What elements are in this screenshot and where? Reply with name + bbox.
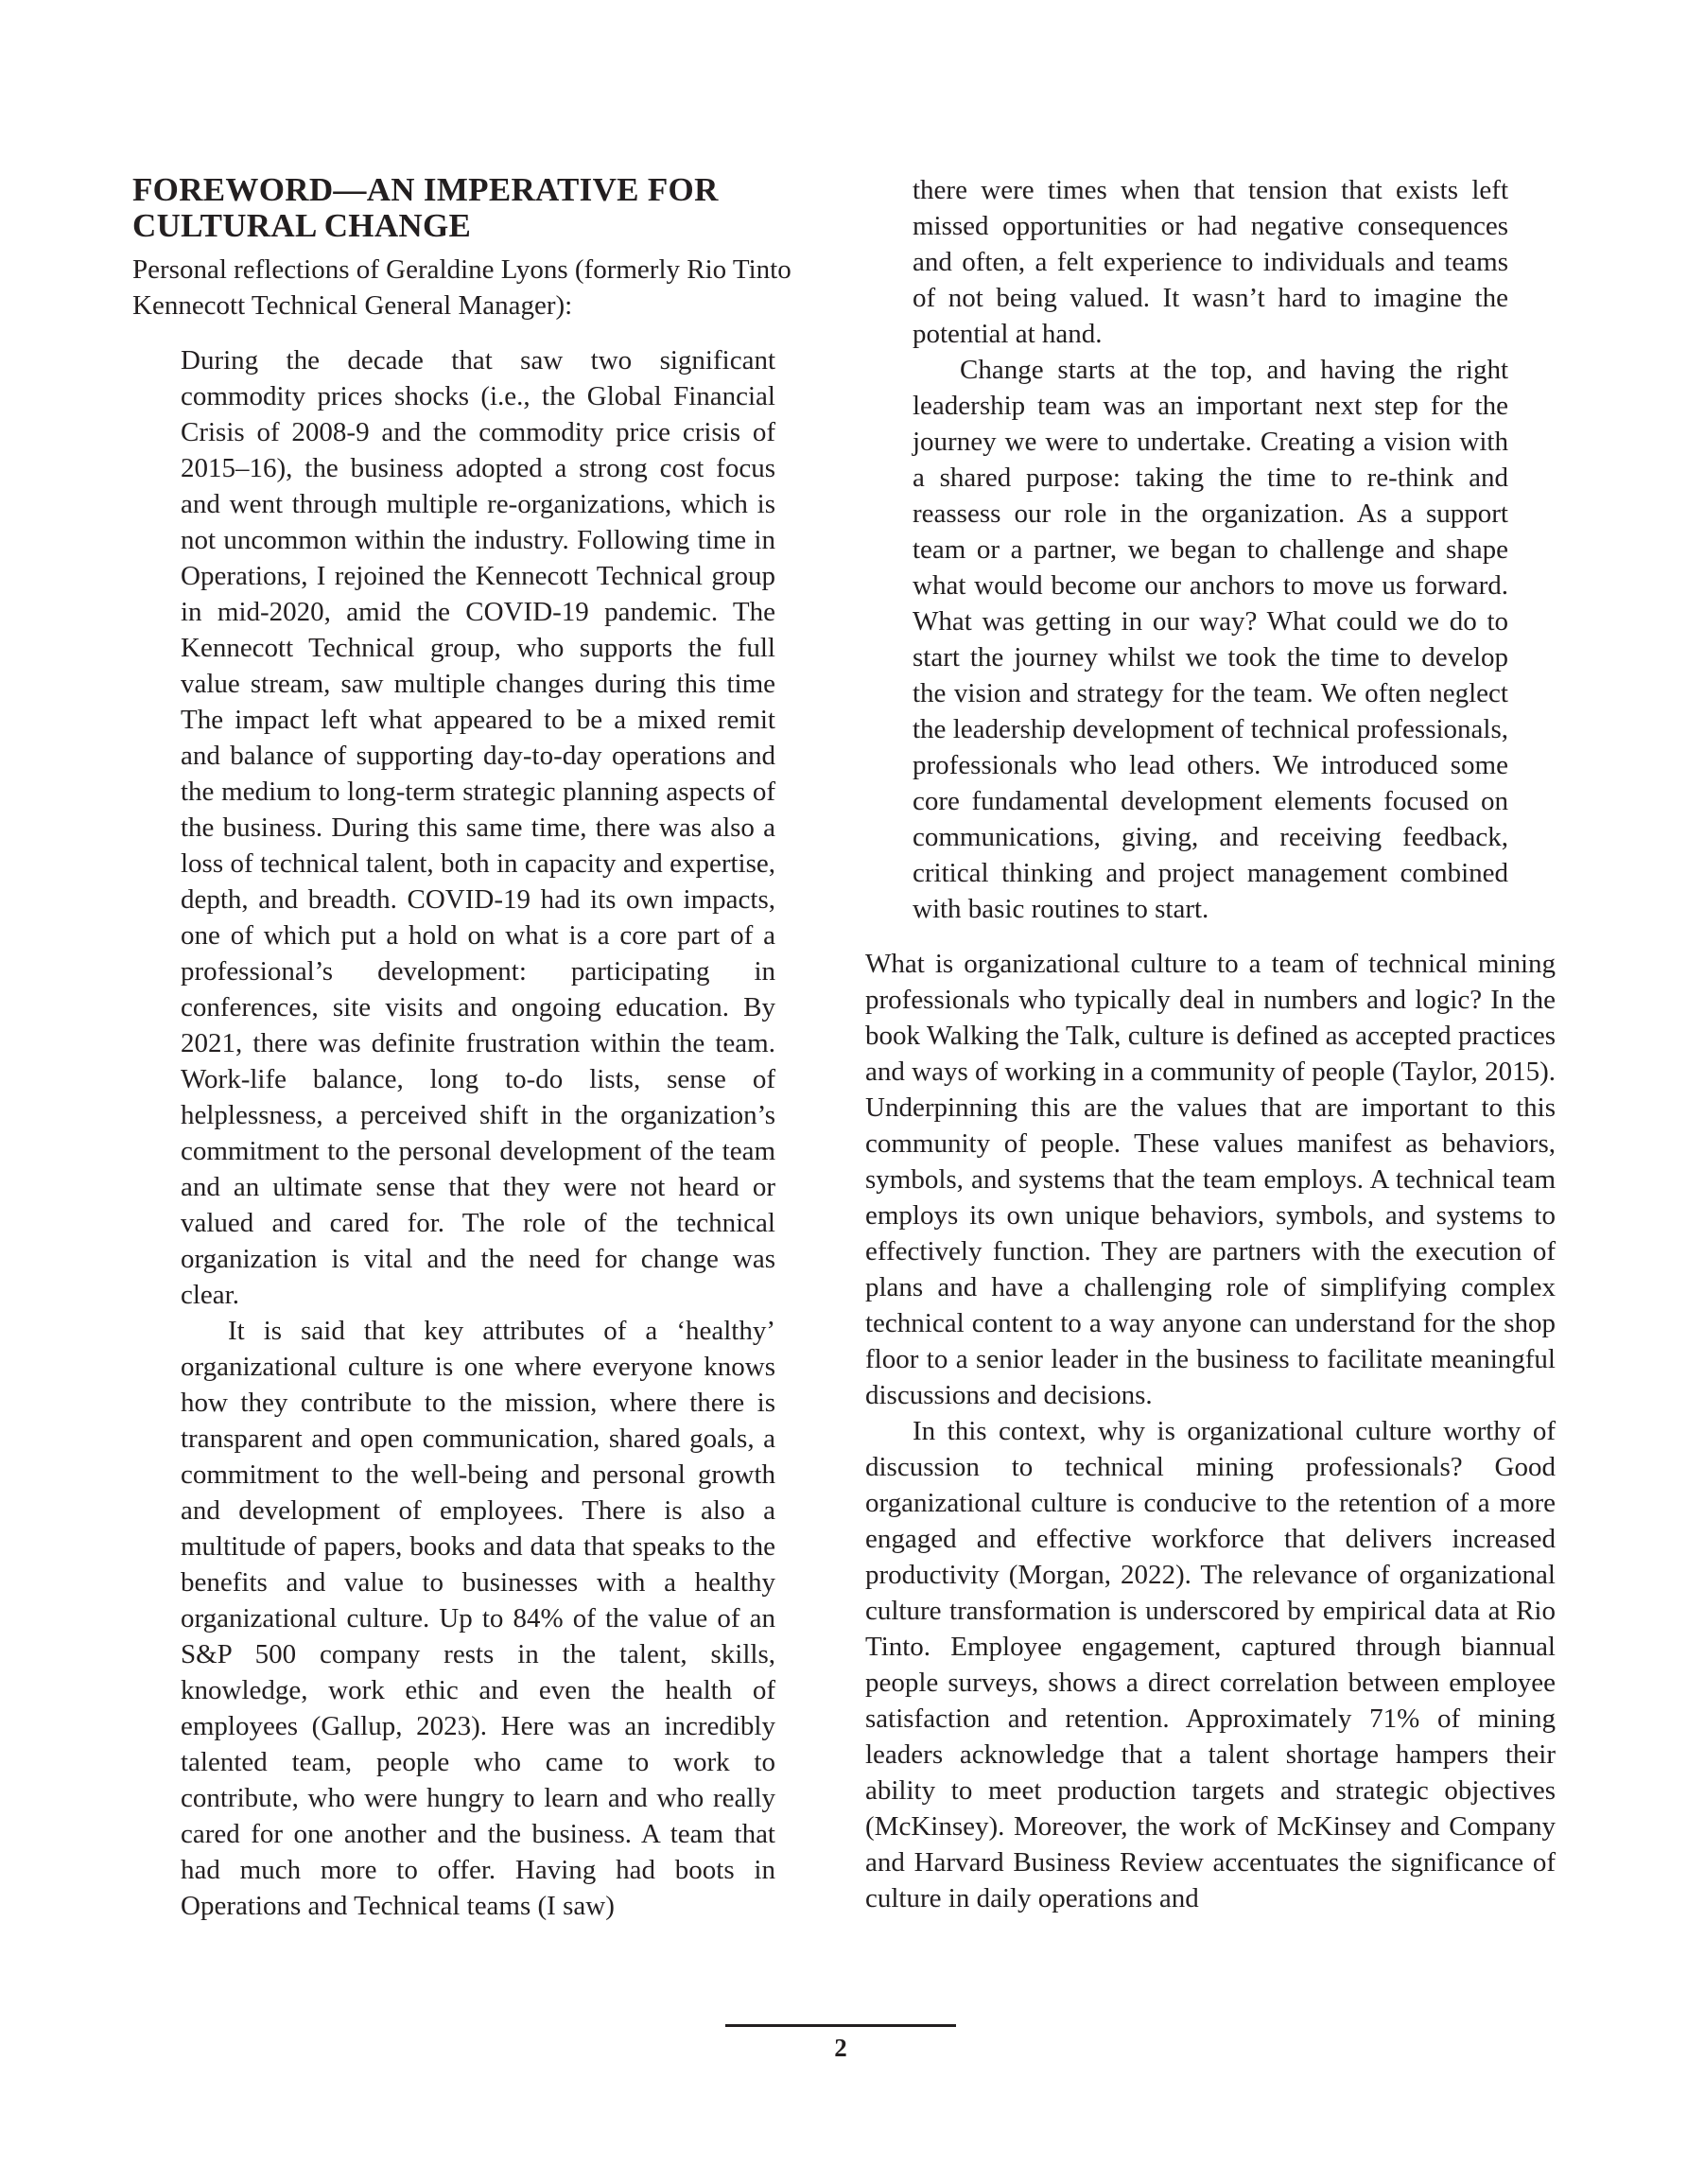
right-column bbox=[865, 172, 1556, 1916]
quote-paragraph-1: During the decade that saw two significant commodity prices shocks (i.e., the Global Financial Crisis of 2008-9 and the commodity price crisis of 2015–16), the business adopted a strong cost focus and went through multiple re-organizations, which is not uncommon within the industry. Following time in Operations, I rejoined the Kennecott Technical group in mid-2020, amid the COVID-19 pandemic. The Kennecott Technical group, who supports the full value stream, saw multiple changes during this time The impact left what appeared to be a mixed remit and balance of supporting day-to-day operations and the medium to long-term strategic planning aspects of the business. During this same time, there was also a loss of technical talent, both in capacity and expertise, depth, and breadth. COVID-19 had its own impacts, one of which put a hold on what is a core part of a professional’s development: participating in conferences, site visits and ongoing education. By 2021, there was definite frustration within the team. Work-life balance, long to-do lists, sense of helplessness, a perceived shift in the organization’s commitment to the personal development of the team and an ultimate sense that they were not heard or valued and cared for. The role of the technical organization is vital and the need for change was clear. bbox=[181, 345, 775, 1310]
left-column bbox=[132, 172, 823, 1924]
page-number: 2 bbox=[834, 2034, 847, 2062]
quote-paragraph-3: Change starts at the top, and having the right leadership team was an important next step for the journey we were to undertake. Creating a vision with a shared purpose: taking the time to re-think and reassess our role in the organization. As a support team or a partner, we began to challenge and shape what would become our anchors to move us forward. What was getting in our way? What could we do to start the journey whilst we took the time to develop the vision and strategy for the team. We often neglect the leadership development of technical professionals, professionals who lead others. We introduced some core fundamental development elements focused on communications, giving, and receiving feedback, critical thinking and project management combined with basic routines to start. bbox=[913, 355, 1508, 924]
footer-rule bbox=[725, 2024, 956, 2027]
body-paragraph-2: In this context, why is organizational culture worthy of discussion to technical mining professionals? Good organizational culture is conducive to the retention of a more engaged and effective workforce that delivers increased productivity (Morgan, 2022). The relevance of organizational culture transformation is underscored by empirical data at Rio Tinto. Employee engagement, captured through biannual people surveys, shows a direct correlation between employee satisfaction and retention. Approximately 71% of mining leaders acknowledge that a talent shortage hampers their ability to meet production targets and strategic objectives (McKinsey). Moreover, the work of McKinsey and Company and Harvard Business Review accentuates the significance of culture in daily operations and bbox=[865, 1416, 1556, 1913]
body-paragraph-1: What is organizational culture to a team of technical mining professionals who typically deal in numbers and logic? In the book Walking the Talk, culture is defined as accepted practices and ways of working in a community of people (Taylor, 2015). Underpinning this are the values that are important to this community of people. These values manifest as behaviors, symbols, and systems that the team employs. A technical team employs its own unique behaviors, symbols, and systems to effectively function. They are partners with the execution of plans and have a challenging role of simplifying complex technical content to a way anyone can understand for the shop floor to a senior leader in the business to facilitate meaningful discussions and decisions. bbox=[865, 949, 1556, 1410]
quote-paragraph-2: It is said that key attributes of a ‘healthy’ organizational culture is one where everyone knows how they contribute to the mission, where there is transparent and open communication, shared goals, a commitment to the well-being and personal growth and development of employees. There is also a multitude of papers, books and data that speaks to the benefits and value to businesses with a healthy organizational culture. Up to 84% of the value of an S&P 500 company rests in the talent, skills, knowledge, work ethic and even the health of employees (Gallup, 2023). Here was an incredibly talented team, people who came to work to contribute, who were hungry to learn and who really cared for one another and the business. A team that had much more to offer. Having had boots in Operations and Technical teams (I saw) bbox=[181, 1316, 775, 1921]
quote-paragraph-2-continued: there were times when that tension that exists left missed opportunities or had negative consequences and often, a felt experience to individuals and teams of not being valued. It wasn’t hard to imagine the potential at hand. bbox=[913, 175, 1508, 349]
section-heading: FOREWORD—AN IMPERATIVE FOR CULTURAL CHANGE bbox=[132, 171, 719, 244]
foreword-attribution: Personal reflections of Geraldine Lyons (formerly Rio Tinto Kennecott Technical General Manager): bbox=[132, 254, 791, 321]
